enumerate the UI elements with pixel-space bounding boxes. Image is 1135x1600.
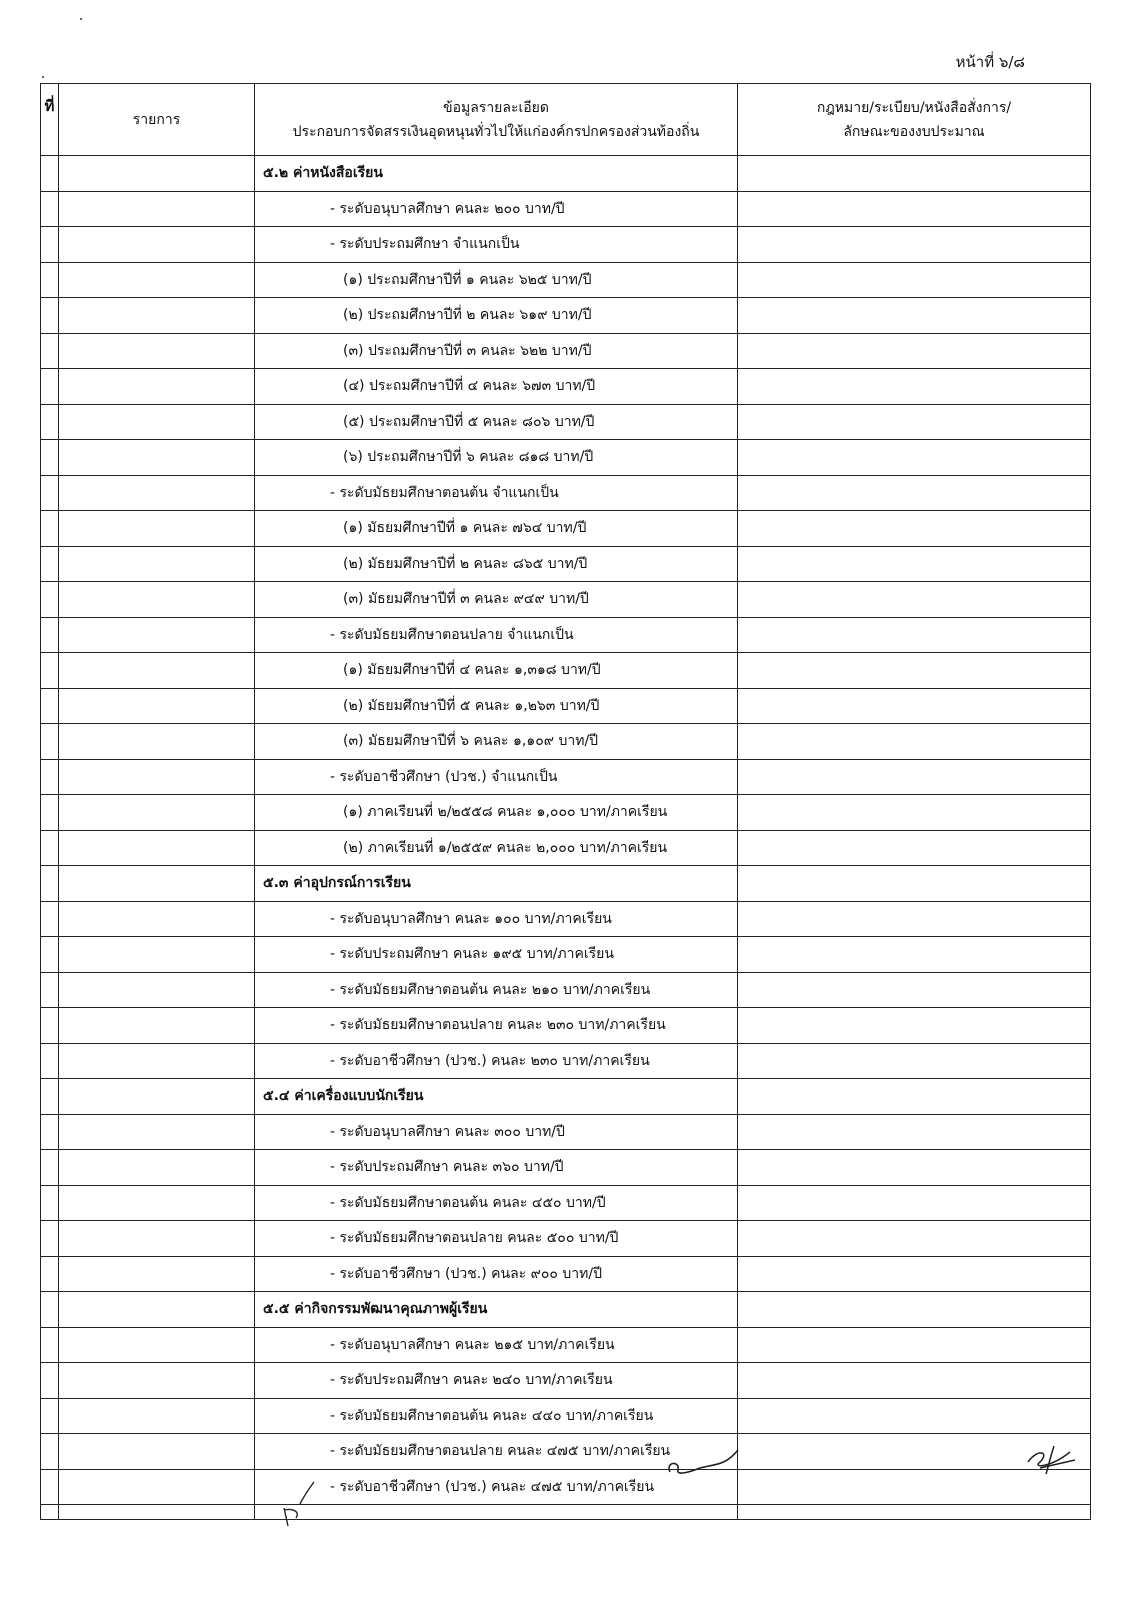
cell-no (41, 511, 59, 547)
table-row (41, 617, 1091, 653)
cell-no (41, 1256, 59, 1292)
cell-no (41, 333, 59, 369)
cell-item (59, 298, 255, 334)
cell-item (59, 404, 255, 440)
cell-no (41, 156, 59, 192)
cell-item (59, 156, 255, 192)
cell-law (738, 227, 1091, 263)
table-row (41, 333, 1091, 369)
table-header-row (41, 84, 1091, 156)
table-row (41, 1114, 1091, 1150)
cell-law (738, 1221, 1091, 1257)
cell-item (59, 1114, 255, 1150)
header-col-no: ที่ (41, 84, 59, 156)
table-row (41, 759, 1091, 795)
detail-text: - ระดับมัธยมศึกษาตอนต้น คนละ ๒๑๐ บาท/ภาคเรียน (330, 981, 651, 998)
initials-mark (1020, 1438, 1080, 1478)
table-row (41, 688, 1091, 724)
cell-no (41, 866, 59, 902)
table-row (41, 1043, 1091, 1079)
cell-detail (255, 1398, 738, 1434)
cell-law (738, 1114, 1091, 1150)
cell-law (738, 511, 1091, 547)
cell-no (41, 937, 59, 973)
cell-law (738, 156, 1091, 192)
cell-no (41, 617, 59, 653)
cell-detail (255, 1363, 738, 1399)
cell-detail (255, 369, 738, 405)
table-row (41, 404, 1091, 440)
table-row (41, 795, 1091, 831)
cell-item (59, 1079, 255, 1115)
table-row (41, 1008, 1091, 1044)
cell-law (738, 440, 1091, 476)
table-row (41, 1469, 1091, 1505)
scan-speck (42, 76, 44, 78)
cell-law (738, 653, 1091, 689)
cell-item (59, 901, 255, 937)
cell-detail (255, 759, 738, 795)
cell-detail (255, 1292, 738, 1328)
cell-no (41, 1079, 59, 1115)
cell-no (41, 404, 59, 440)
cell-no (41, 1327, 59, 1363)
detail-text: (๓) มัธยมศึกษาปีที่ ๓ คนละ ๙๔๙ บาท/ปี (343, 591, 589, 608)
cell-no (41, 227, 59, 263)
cell-no (41, 724, 59, 760)
cell-no (41, 653, 59, 689)
cell-detail (255, 617, 738, 653)
cell-detail (255, 298, 738, 334)
detail-text: (๒) ภาคเรียนที่ ๑/๒๕๕๙ คนละ ๒,๐๐๐ บาท/ภาคเรียน (343, 839, 668, 856)
cell-item (59, 1434, 255, 1470)
cell-law (738, 1150, 1091, 1186)
table-row (41, 1398, 1091, 1434)
cell-no (41, 1505, 59, 1520)
cell-law (738, 1398, 1091, 1434)
cell-detail (255, 1327, 738, 1363)
detail-text: - ระดับมัธยมศึกษาตอนปลาย คนละ ๔๗๕ บาท/ภาคเรียน (330, 1443, 671, 1460)
table-row (41, 1185, 1091, 1221)
cell-law (738, 191, 1091, 227)
cell-detail (255, 901, 738, 937)
cell-law (738, 617, 1091, 653)
table-row (41, 653, 1091, 689)
cell-detail (255, 1185, 738, 1221)
header-law-line2: ลักษณะของงบประมาณ (843, 123, 985, 140)
table-row (41, 901, 1091, 937)
cell-item (59, 1505, 255, 1520)
cell-detail (255, 404, 738, 440)
cell-item (59, 866, 255, 902)
cell-law (738, 404, 1091, 440)
cell-law (738, 1327, 1091, 1363)
cell-law (738, 901, 1091, 937)
table-row (41, 582, 1091, 618)
detail-text: - ระดับอนุบาลศึกษา คนละ ๒๑๕ บาท/ภาคเรียน (330, 1336, 615, 1353)
cell-item (59, 617, 255, 653)
cell-no (41, 582, 59, 618)
cell-item (59, 1363, 255, 1399)
table-row (41, 866, 1091, 902)
table-row (41, 1505, 1091, 1520)
cell-no (41, 1150, 59, 1186)
detail-text: - ระดับอาชีวศึกษา (ปวช.) คนละ ๒๓๐ บาท/ภาคเรียน (330, 1052, 650, 1069)
cell-detail (255, 795, 738, 831)
detail-text: - ระดับอนุบาลศึกษา คนละ ๓๐๐ บาท/ปี (330, 1123, 565, 1140)
scan-speck (80, 18, 82, 20)
cell-detail (255, 1256, 738, 1292)
cell-no (41, 759, 59, 795)
cell-item (59, 1327, 255, 1363)
table-row (41, 1221, 1091, 1257)
cell-no (41, 546, 59, 582)
cell-detail (255, 333, 738, 369)
detail-text: ๕.๒ ค่าหนังสือเรียน (263, 165, 383, 182)
cell-item (59, 440, 255, 476)
cell-item (59, 1008, 255, 1044)
table-row (41, 972, 1091, 1008)
header-law-line1: กฎหมาย/ระเบียบ/หนังสือสั่งการ/ (816, 99, 1012, 116)
cell-no (41, 1363, 59, 1399)
table-row (41, 1150, 1091, 1186)
detail-text: - ระดับมัธยมศึกษาตอนปลาย คนละ ๒๓๐ บาท/ภาคเรียน (330, 1017, 666, 1034)
cell-item (59, 369, 255, 405)
cell-item (59, 1185, 255, 1221)
header-col-law (738, 84, 1091, 156)
cell-detail (255, 582, 738, 618)
table-row (41, 369, 1091, 405)
cell-detail (255, 1008, 738, 1044)
cell-item (59, 333, 255, 369)
cell-no (41, 901, 59, 937)
cell-detail (255, 1114, 738, 1150)
cell-item (59, 1256, 255, 1292)
table-row (41, 1327, 1091, 1363)
cell-law (738, 1185, 1091, 1221)
cell-item (59, 1221, 255, 1257)
table-row (41, 475, 1091, 511)
detail-text: (๑) มัธยมศึกษาปีที่ ๔ คนละ ๑,๓๑๘ บาท/ปี (343, 662, 601, 679)
cell-law (738, 830, 1091, 866)
table-row (41, 191, 1091, 227)
detail-text: (๔) ประถมศึกษาปีที่ ๔ คนละ ๖๗๓ บาท/ปี (343, 378, 596, 395)
detail-text: - ระดับมัธยมศึกษาตอนต้น คนละ ๔๕๐ บาท/ปี (330, 1194, 606, 1211)
detail-text: - ระดับอาชีวศึกษา (ปวช.) คนละ ๔๗๕ บาท/ภาคเรียน (330, 1478, 655, 1495)
cell-no (41, 972, 59, 1008)
cell-detail (255, 191, 738, 227)
cell-law (738, 582, 1091, 618)
cell-law (738, 972, 1091, 1008)
detail-text: - ระดับอนุบาลศึกษา คนละ ๒๐๐ บาท/ปี (330, 200, 565, 217)
table-row (41, 262, 1091, 298)
cell-law (738, 298, 1091, 334)
cell-law (738, 937, 1091, 973)
cell-detail (255, 866, 738, 902)
table-row (41, 546, 1091, 582)
cell-no (41, 1008, 59, 1044)
signature-mark (660, 1442, 750, 1482)
cell-law (738, 475, 1091, 511)
detail-text: - ระดับมัธยมศึกษาตอนปลาย จำแนกเป็น (330, 626, 574, 643)
detail-text: - ระดับอาชีวศึกษา (ปวช.) คนละ ๙๐๐ บาท/ปี (330, 1265, 602, 1282)
detail-text: - ระดับประถมศึกษา คนละ ๒๔๐ บาท/ภาคเรียน (330, 1372, 613, 1389)
cell-item (59, 1043, 255, 1079)
cell-no (41, 298, 59, 334)
cell-law (738, 1292, 1091, 1328)
cell-law (738, 1363, 1091, 1399)
cell-item (59, 475, 255, 511)
cell-item (59, 688, 255, 724)
handwritten-mark (276, 1478, 336, 1538)
table-row (41, 830, 1091, 866)
header-col-item: รายการ (59, 84, 255, 156)
detail-table (40, 83, 1091, 1520)
cell-law (738, 1043, 1091, 1079)
detail-text: ๕.๕ ค่ากิจกรรมพัฒนาคุณภาพผู้เรียน (263, 1301, 488, 1318)
detail-text: (๒) มัธยมศึกษาปีที่ ๕ คนละ ๑,๒๖๓ บาท/ปี (343, 697, 600, 714)
cell-detail (255, 724, 738, 760)
cell-no (41, 1434, 59, 1470)
cell-no (41, 1043, 59, 1079)
cell-item (59, 1398, 255, 1434)
detail-text: - ระดับอาชีวศึกษา (ปวช.) จำแนกเป็น (330, 768, 558, 785)
table-row (41, 1292, 1091, 1328)
cell-law (738, 795, 1091, 831)
table-row (41, 440, 1091, 476)
cell-detail (255, 262, 738, 298)
detail-text: - ระดับมัธยมศึกษาตอนต้น คนละ ๔๔๐ บาท/ภาคเรียน (330, 1407, 654, 1424)
cell-detail (255, 440, 738, 476)
cell-law (738, 866, 1091, 902)
detail-text: (๒) ประถมศึกษาปีที่ ๒ คนละ ๖๑๙ บาท/ปี (343, 307, 592, 324)
cell-detail (255, 156, 738, 192)
cell-law (738, 1079, 1091, 1115)
detail-text: - ระดับประถมศึกษา คนละ ๑๙๕ บาท/ภาคเรียน (330, 946, 614, 963)
detail-text: - ระดับประถมศึกษา จำแนกเป็น (330, 236, 520, 253)
table-row (41, 937, 1091, 973)
detail-text: ๕.๓ ค่าอุปกรณ์การเรียน (263, 875, 411, 892)
cell-no (41, 830, 59, 866)
cell-detail (255, 546, 738, 582)
cell-law (738, 1256, 1091, 1292)
cell-no (41, 262, 59, 298)
cell-law (738, 546, 1091, 582)
table-row (41, 724, 1091, 760)
table-row (41, 298, 1091, 334)
detail-text: (๖) ประถมศึกษาปีที่ ๖ คนละ ๘๑๘ บาท/ปี (343, 449, 594, 466)
cell-item (59, 546, 255, 582)
table-body (41, 156, 1091, 1520)
table-row (41, 1256, 1091, 1292)
detail-text: - ระดับมัธยมศึกษาตอนต้น จำแนกเป็น (330, 484, 559, 501)
detail-text: (๕) ประถมศึกษาปีที่ ๕ คนละ ๘๐๖ บาท/ปี (343, 413, 595, 430)
cell-item (59, 724, 255, 760)
cell-detail (255, 1221, 738, 1257)
detail-text: (๑) ภาคเรียนที่ ๒/๒๕๕๘ คนละ ๑,๐๐๐ บาท/ภาคเรียน (343, 804, 668, 821)
cell-detail (255, 475, 738, 511)
cell-no (41, 440, 59, 476)
cell-item (59, 937, 255, 973)
detail-text: - ระดับมัธยมศึกษาตอนปลาย คนละ ๕๐๐ บาท/ปี (330, 1230, 619, 1247)
cell-detail (255, 1043, 738, 1079)
detail-text: - ระดับอนุบาลศึกษา คนละ ๑๐๐ บาท/ภาคเรียน (330, 910, 612, 927)
cell-item (59, 227, 255, 263)
cell-no (41, 191, 59, 227)
header-detail-line2: ประกอบการจัดสรรเงินอุดหนุนทั่วไปให้แก่องค์กรปกครองส่วนท้องถิ่น (292, 123, 700, 140)
cell-no (41, 369, 59, 405)
cell-detail (255, 972, 738, 1008)
cell-item (59, 582, 255, 618)
cell-law (738, 262, 1091, 298)
cell-no (41, 1469, 59, 1505)
cell-item (59, 511, 255, 547)
cell-no (41, 1398, 59, 1434)
cell-no (41, 1185, 59, 1221)
cell-detail (255, 653, 738, 689)
cell-law (738, 688, 1091, 724)
cell-detail (255, 830, 738, 866)
table-row (41, 156, 1091, 192)
cell-law (738, 1505, 1091, 1520)
detail-text: (๑) มัธยมศึกษาปีที่ ๑ คนละ ๗๖๔ บาท/ปี (343, 520, 587, 537)
cell-law (738, 759, 1091, 795)
detail-text: (๑) ประถมศึกษาปีที่ ๑ คนละ ๖๒๕ บาท/ปี (343, 271, 592, 288)
detail-text: (๒) มัธยมศึกษาปีที่ ๒ คนละ ๘๖๕ บาท/ปี (343, 555, 588, 572)
cell-item (59, 1469, 255, 1505)
cell-detail (255, 688, 738, 724)
cell-detail (255, 511, 738, 547)
cell-no (41, 1221, 59, 1257)
table-row (41, 511, 1091, 547)
cell-no (41, 1114, 59, 1150)
cell-item (59, 972, 255, 1008)
cell-item (59, 653, 255, 689)
detail-text: (๓) มัธยมศึกษาปีที่ ๖ คนละ ๑,๑๐๙ บาท/ปี (343, 733, 599, 750)
table-row (41, 227, 1091, 263)
cell-item (59, 262, 255, 298)
detail-text: ๕.๔ ค่าเครื่องแบบนักเรียน (263, 1088, 424, 1105)
header-col-detail (255, 84, 738, 156)
cell-item (59, 1150, 255, 1186)
detail-text: - ระดับประถมศึกษา คนละ ๓๖๐ บาท/ปี (330, 1159, 564, 1176)
cell-item (59, 830, 255, 866)
cell-law (738, 1008, 1091, 1044)
cell-item (59, 1292, 255, 1328)
table-row (41, 1434, 1091, 1470)
table-row (41, 1363, 1091, 1399)
cell-item (59, 191, 255, 227)
cell-no (41, 475, 59, 511)
cell-law (738, 369, 1091, 405)
cell-item (59, 759, 255, 795)
page-number: หน้าที่ ๖/๘ (955, 53, 1025, 71)
cell-detail (255, 1150, 738, 1186)
cell-law (738, 724, 1091, 760)
cell-law (738, 333, 1091, 369)
cell-no (41, 688, 59, 724)
header-detail-line1: ข้อมูลรายละเอียด (443, 99, 549, 116)
cell-item (59, 795, 255, 831)
cell-detail (255, 937, 738, 973)
detail-text: (๓) ประถมศึกษาปีที่ ๓ คนละ ๖๒๒ บาท/ปี (343, 342, 592, 359)
cell-detail (255, 227, 738, 263)
cell-no (41, 795, 59, 831)
cell-detail (255, 1079, 738, 1115)
table-row (41, 1079, 1091, 1115)
cell-no (41, 1292, 59, 1328)
